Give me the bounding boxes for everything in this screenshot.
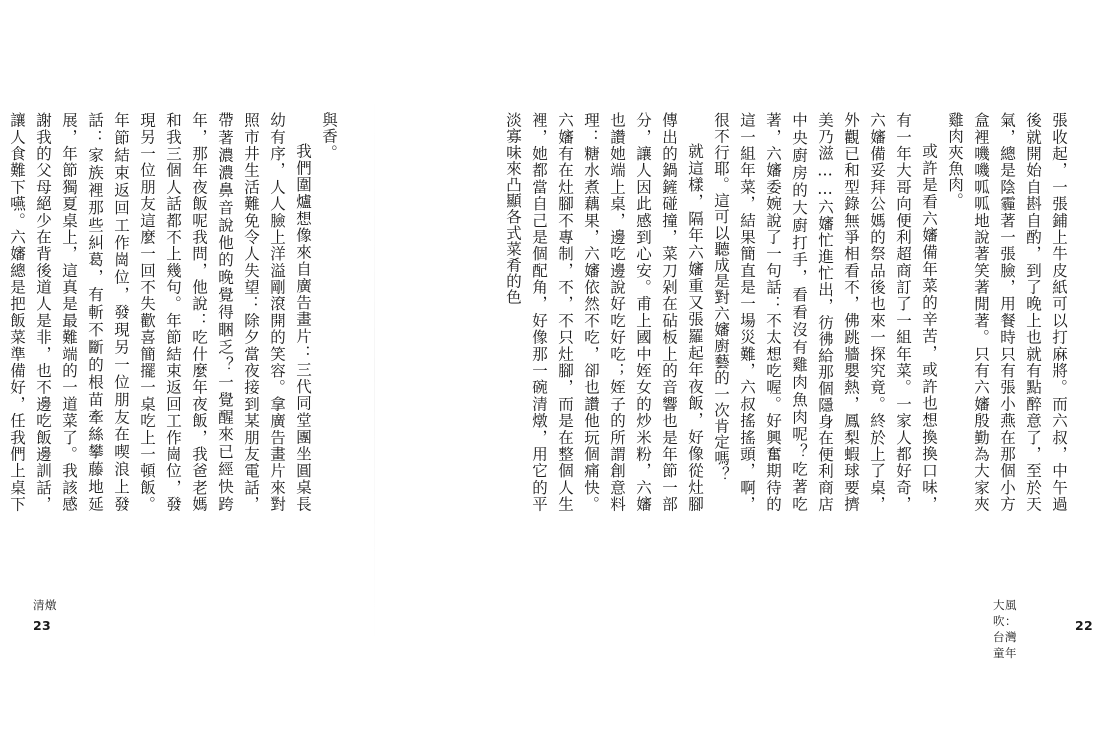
- paragraph: 就這樣，隔年六嬸重又張羅起年夜飯，好像從灶腳傳出的鍋鏟碰撞，菜刀剁在砧板上的音響也是年節一部分，讓人因此感到心安。甫上國中姪女的炒米粉，六嬸也讚她端上桌，邊吃邊說好吃好吃；姪子的所謂創意料理：糖水煮藕果，六嬸依然不吃，卻也讚他玩個痛快。六嬸有在灶腳不專制，不，不只灶腳，而是在整個人生裡，她都當自己是個配角，好像那一碗清燉，用它的平淡寡味來凸顯各式菜肴的色: [504, 112, 704, 512]
- running-footer-title: 清燉: [33, 598, 57, 612]
- paragraph: 張收起，一張鋪上牛皮紙可以打麻將。而六叔，中午過後就開始自斟自酌，到了晚上也就有點醉意了，至於天氣，總是陰霾著一張臉，用餐時只有張小燕在那個小方盒裡嘰嘰呱呱地說著笑著閒著。只有六嬸殷勤為大家夾雞肉夾魚肉。: [946, 112, 1068, 512]
- paragraph: 我們圍爐想像來自廣告畫片：三代同堂團坐圓桌長幼有序，人人臉上洋溢剛滾開的笑容。拿廣告畫片來對照市井生活難免令人失望：除夕當夜接到某朋友電話，帶著濃濃鼻音說他的晚覺得睏乏？一覺醒來已經快跨年，那年夜飯呢我問，他說：吃什麼年夜飯，我爸老媽和我三個人話都不上幾句。年節結束返回工作崗位，發現另一位朋友這麼一回不失歡喜簡擺一桌吃上一頓飯。年節結束返回工作崗位，發現另一位朋友在喫浪上發話：家族裡那些糾葛，有斬不斷的根苗牽絲攀藤地延展，年節獨夏桌上，這真是最難端的一道菜了。我該感謝我的父母絕少在背後道人是非，也不邊吃飯邊訓話，讓人食難下嚥。六嬸總是把飯菜準備好，任我們上桌下: [8, 112, 312, 512]
- paragraph: 與香。: [320, 112, 338, 161]
- page-number: 23: [33, 618, 51, 633]
- paragraph: 或許是看六嬸備年菜的辛苦，或許也想換換口味，有一年大哥向便利超商訂了一組年菜。一家人都好奇，六嬸備妥拜公媽的祭品後也來一探究竟。終於上了桌，外觀已和型錄無爭相看不，佛跳牆嬰熱，鳳梨蝦球要擠美乃滋……六嬸忙進忙出，彷彿給那個隱身在便利商店中央廚房的大廚打手，看看沒有雞肉魚肉呢？吃著吃著，六嬸委婉說了一句話：不太想吃喔。好興奮期待的這一組年菜，結果簡直是一場災難，六叔搖搖頭，啊，很不行耶。這可以聽成是對六嬸廚藝的一次肯定嗎？: [712, 112, 938, 512]
- page-number: 22: [1075, 618, 1093, 633]
- right-page: [375, 0, 1093, 750]
- running-footer-title: 大風吹：台灣童年: [993, 598, 1017, 660]
- left-page: [0, 0, 375, 750]
- left-page-body: [8, 112, 342, 512]
- right-page-body: [504, 112, 1072, 512]
